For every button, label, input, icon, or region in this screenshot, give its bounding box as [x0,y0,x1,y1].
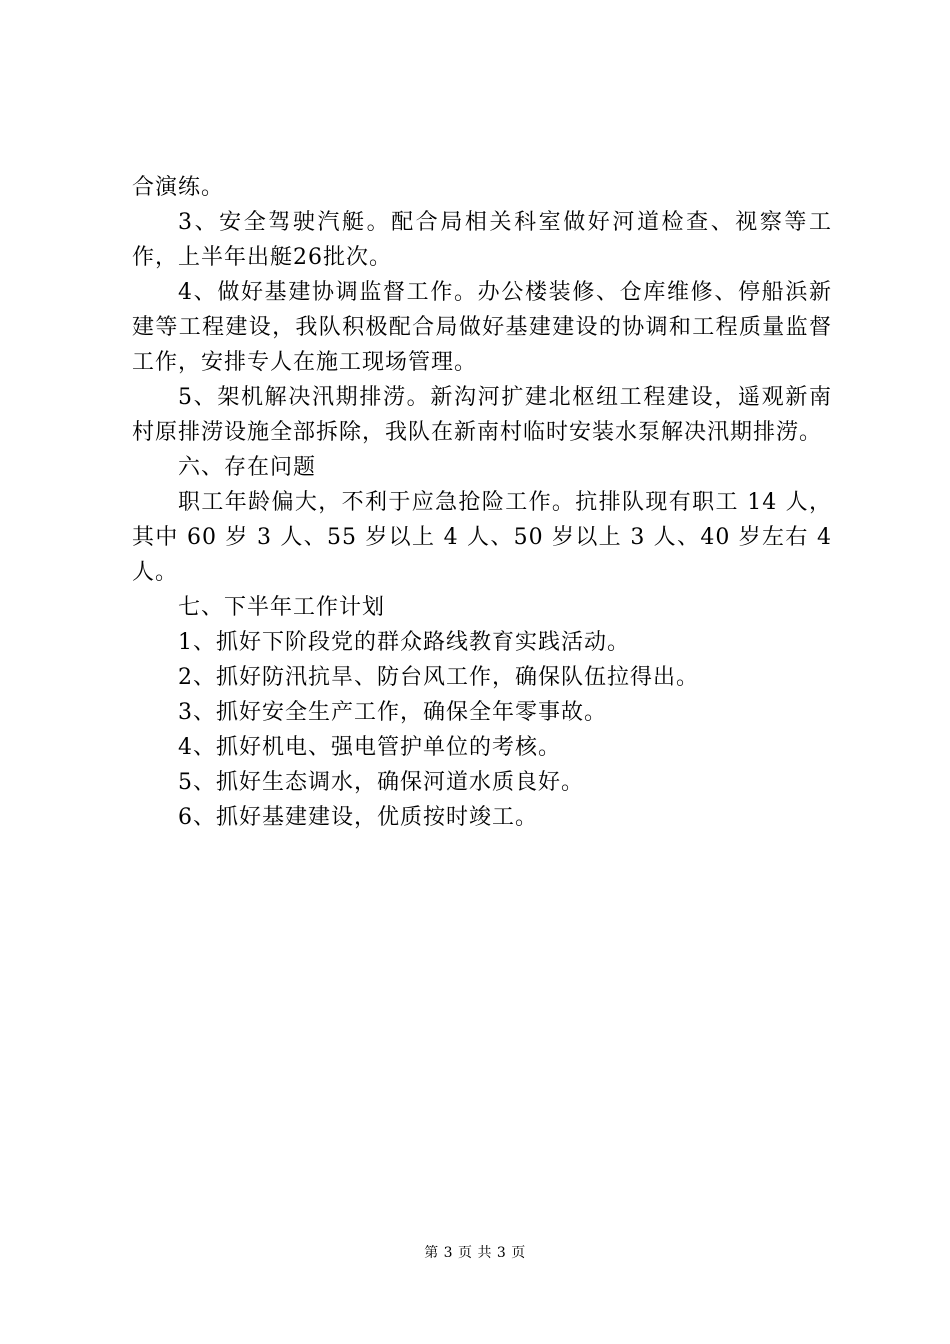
plan-item-6: 6、抓好基建建设，优质按时竣工。 [178,805,538,830]
plan-item-2: 2、抓好防汛抗旱、防台风工作，确保队伍拉得出。 [178,665,699,690]
page-number-footer: 第 3 页 共 3 页 [424,1245,526,1261]
plan-item-3: 3、抓好安全生产工作，确保全年零事故。 [178,700,607,725]
paragraph-item-5: 5、架机解决汛期排涝。新沟河扩建北枢纽工程建设，遥观新南村原排涝设施全部拆除，我队在新南村临时安装水泵解决汛期排涝。 [132,385,832,445]
section-heading-plan: 七、下半年工作计划 [178,595,386,620]
section-heading-problems: 六、存在问题 [178,455,317,480]
plan-item-1: 1、抓好下阶段党的群众路线教育实践活动。 [178,630,630,655]
paragraph-item-4: 4、做好基建协调监督工作。办公楼装修、仓库维修、停船浜新建等工程建设，我队积极配合局做好基建建设的协调和工程质量监督工作，安排专人在施工现场管理。 [132,280,832,375]
paragraph-continuation: 合演练。 [132,175,225,200]
document-body [132,170,832,835]
plan-item-4: 4、抓好机电、强电管护单位的考核。 [178,735,561,760]
paragraph-staff-age: 职工年龄偏大，不利于应急抢险工作。抗排队现有职工 14 人，其中 60 岁 3 人、55 岁以上 4 人、50 岁以上 3 人、40 岁左右 4 人。 [132,490,832,585]
paragraph-item-3: 3、安全驾驶汽艇。配合局相关科室做好河道检查、视察等工作，上半年出艇26批次。 [132,210,832,270]
plan-item-5: 5、抓好生态调水，确保河道水质良好。 [178,770,584,795]
